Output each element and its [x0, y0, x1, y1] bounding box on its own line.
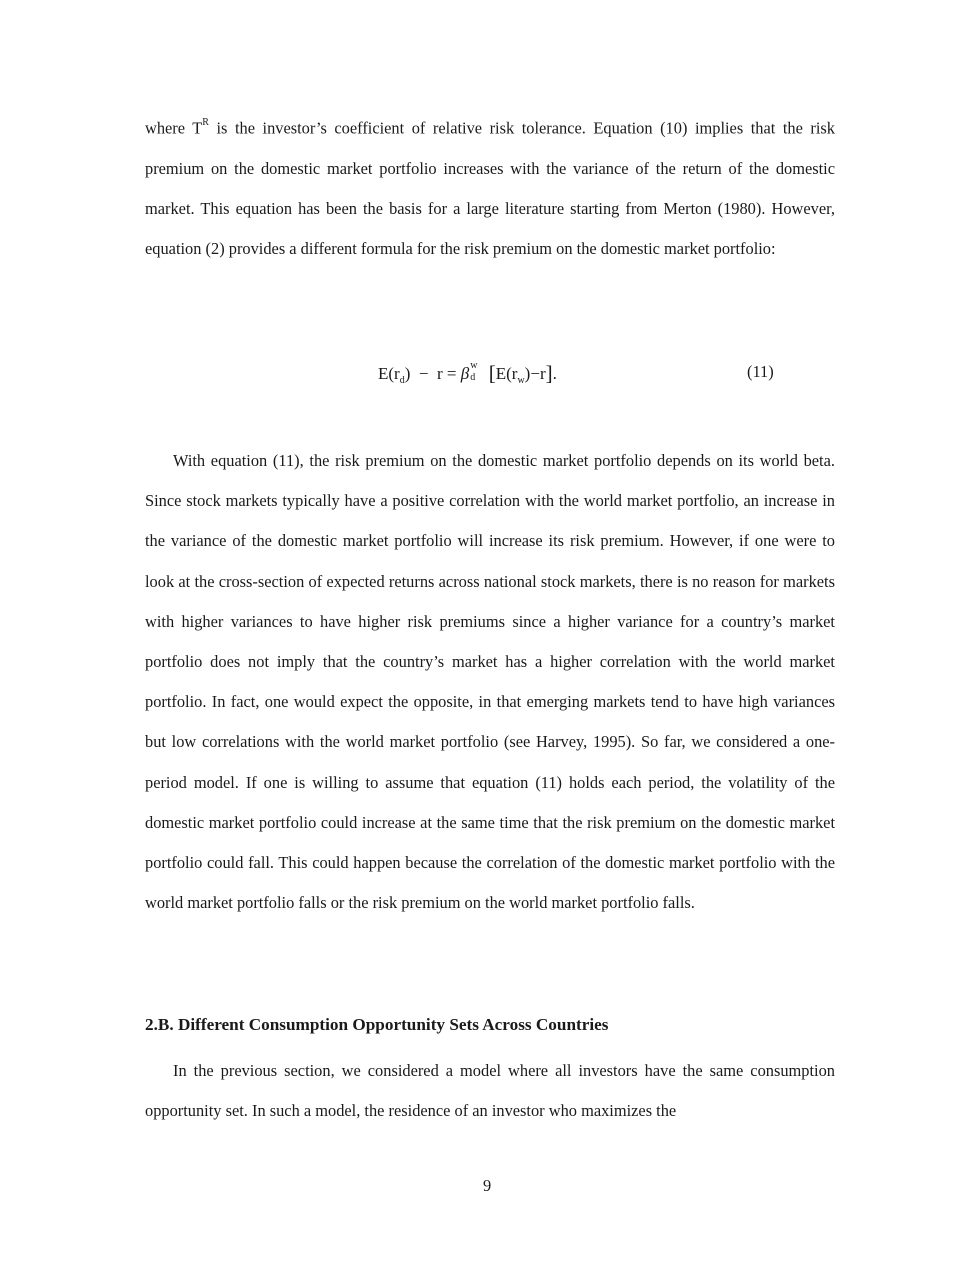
eq-beta-indices — [469, 360, 480, 384]
eq-lhs-sub: d — [399, 375, 405, 386]
eq-period: . — [552, 364, 557, 383]
eq-lhs-open: E(r — [378, 364, 400, 383]
eq-inner-r: r — [539, 364, 546, 383]
equation-11 — [378, 360, 557, 385]
eq-beta-sub: d — [470, 372, 476, 384]
eq-inner-minus: − — [530, 364, 540, 383]
eq-beta: β — [460, 364, 470, 383]
paragraph-1-post: is the investor’s coefficient of relative risk tolerance. Equation (10) implies that the risk premium on the domestic market portfolio increases with the variance of the return of the domestic market. This equation has been the basis for a large literature starting from Merton (1980). However, equation (2) provides a different formula for the risk premium on the domestic market portfolio: — [145, 118, 835, 259]
section-heading: 2.B. Different Consumption Opportunity Sets Across Countries — [145, 1015, 609, 1034]
equation-number: (11) — [747, 362, 774, 381]
eq-r: r — [436, 364, 443, 383]
eq-inner-open: E(r — [495, 364, 518, 383]
eq-inner-sub: w — [517, 375, 525, 386]
page-number: 9 — [483, 1176, 492, 1195]
paragraph-1-superscript: R — [202, 117, 209, 128]
eq-minus: − — [418, 364, 429, 383]
eq-bracket-open: [ — [488, 361, 496, 385]
paragraph-world-beta: With equation (11), the risk premium on the domestic market portfolio depends on its world beta. Since stock markets typically have a positive correlation with the world market portfolio, an increase in the variance of the domestic market portfolio will increase its risk premium. However, if one were to look at the cross-section of expected returns across national stock markets, there is no reason for markets with higher variances to have higher risk premiums since a higher variance for a country’s market portfolio does not imply that the country’s market has a higher correlation with the world market portfolio. In fact, one would expect the opposite, in that emerging markets tend to have high variances but low correlations with the world market portfolio (see Harvey, 1995). So far, we considered a one-period model. If one is willing to assume that equation (11) holds each period, the volatility of the domestic market portfolio could increase at the same time that the risk premium on the domestic market portfolio could fall. This could happen because the correlation of the domestic market portfolio with the world market portfolio falls or the risk premium on the world market portfolio falls. — [145, 451, 835, 913]
paragraph-previous-section: In the previous section, we considered a model where all investors have the same consumption opportunity set. In such a model, the residence of an investor who maximizes the — [145, 1061, 835, 1121]
eq-inner-close: ) — [524, 364, 531, 383]
paragraph-risk-tolerance — [145, 105, 835, 269]
paragraph-1-pre: where T — [145, 118, 203, 138]
eq-lhs-close: ) — [404, 364, 411, 383]
eq-beta-sup: w — [470, 360, 478, 372]
eq-equals: = — [446, 364, 457, 383]
eq-bracket-close: ] — [545, 361, 553, 385]
